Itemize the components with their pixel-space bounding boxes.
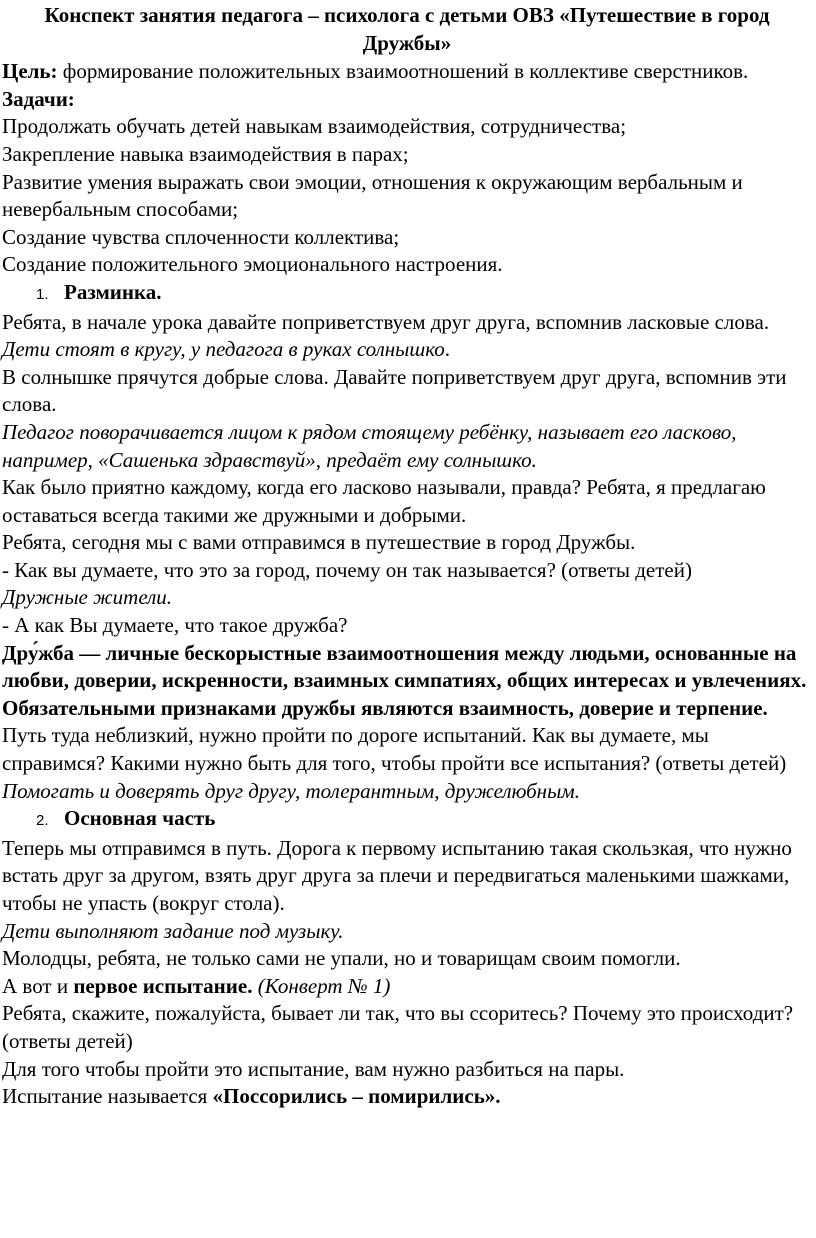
question-paragraph: - Как вы думаете, что это за город, почему он так называется? (ответы детей): [2, 557, 692, 582]
goal-label: Цель:: [2, 59, 58, 84]
paragraph: Путь туда неблизкий, нужно пройти по дороге испытаний. Как вы думаете, мы справимся? Какими нужно быть для того, чтобы пройти все испытания? (ответы детей): [2, 723, 787, 776]
section-number: 2.: [36, 812, 49, 830]
section-number: 1.: [36, 285, 49, 303]
paragraph: Ребята, в начале урока давайте поприветствуем друг друга, вспомнив ласковые слова.: [2, 309, 770, 334]
paragraph: Как было приятно каждому, когда его ласково называли, правда? Ребята, я предлагаю оставаться всегда такими же дружными и добрыми.: [2, 475, 766, 527]
paragraph: Для того чтобы пройти это испытание, вам нужно разбиться на пары.: [2, 1056, 625, 1081]
trial-title-prefix: Испытание называется: [2, 1084, 213, 1109]
instruction-text: Дети стоят в кругу, у педагога в руках солнышко: [2, 337, 445, 362]
trial-paragraph: [2, 973, 812, 1001]
goal-text: формирование положительных взаимоотношений в коллективе сверстников.: [57, 59, 749, 84]
paragraph: Ребята, скажите, пожалуйста, бывает ли так, что вы ссоритесь? Почему это происходит? (ответы детей): [2, 1001, 794, 1053]
instruction-tail: .: [444, 337, 451, 362]
trial-title: «Поссорились – помирились».: [212, 1084, 501, 1109]
task-item: Создание положительного эмоционального настроения.: [2, 252, 503, 277]
answer-paragraph: Дружные жители.: [2, 585, 173, 610]
instruction-paragraph: [2, 336, 812, 364]
paragraph: Ребята, сегодня мы с вами отправимся в путешествие в город Дружбы.: [2, 530, 636, 555]
question-paragraph: - А как Вы думаете, что такое дружба?: [2, 613, 348, 638]
section-title: Разминка.: [64, 279, 162, 304]
task-item: Закрепление навыка взаимодействия в парах;: [2, 141, 409, 166]
trial-prefix: А вот и: [2, 973, 74, 998]
section-2-heading: [2, 805, 812, 835]
task-item: Развитие умения выражать свои эмоции, отношения к окружающим вербальным и невербальным способами;: [2, 169, 743, 222]
document-title: Конспект занятия педагога – психолога с детьми ОВЗ «Путешествие в город Дружбы»: [44, 3, 770, 55]
instruction-paragraph: Дети выполняют задание под музыку.: [2, 918, 344, 943]
goal-paragraph: [2, 58, 812, 86]
definition-paragraph: Дру́жба — личные бескорыстные взаимоотношения между людьми, основанные на любви, доверии, искренности, взаимных симпатиях, общих интересах и увлечениях. Обязательными признаками дружбы являются взаимность, доверие и терпение.: [2, 640, 807, 720]
task-item: Продолжать обучать детей навыкам взаимодействия, сотрудничества;: [2, 114, 627, 139]
answer-paragraph: Помогать и доверять друг другу, толерантным, дружелюбным.: [2, 778, 580, 803]
task-item: Создание чувства сплоченности коллектива;: [2, 224, 400, 249]
trial-name: первое испытание.: [73, 973, 253, 998]
paragraph: Молодцы, ребята, не только сами не упали, но и товарищам своим помогли.: [2, 946, 681, 971]
paragraph: В солнышке прячутся добрые слова. Давайте поприветствуем друг друга, вспомнив эти слова.: [2, 364, 787, 417]
paragraph: Теперь мы отправимся в путь. Дорога к первому испытанию такая скользкая, что нужно встать друг за другом, взять друг друга за плечи и передвигаться маленькими шажками, чтобы не упасть (вокруг стола).: [2, 835, 792, 915]
section-1-heading: [2, 279, 812, 309]
trial-envelope: (Конверт № 1): [252, 973, 391, 998]
instruction-paragraph: Педагог поворачивается лицом к рядом стоящему ребёнку, называет его ласково, например, «Сашенька здравствуй», предаёт ему солнышко.: [2, 419, 737, 472]
trial-title-paragraph: [2, 1083, 812, 1111]
section-title: Основная часть: [64, 806, 216, 831]
tasks-heading: Задачи:: [2, 86, 75, 111]
